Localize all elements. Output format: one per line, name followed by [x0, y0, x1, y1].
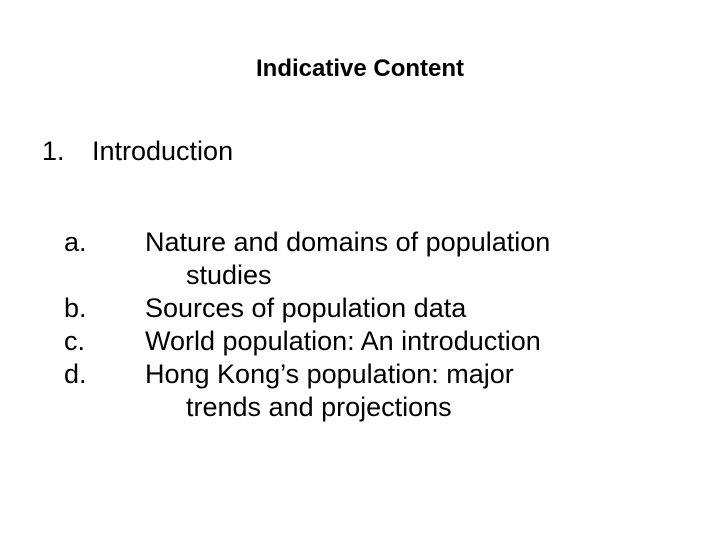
- list-marker: c.: [64, 326, 86, 356]
- section-number: 1.: [42, 136, 65, 166]
- list-item-text: Hong Kong’s population: major: [145, 359, 514, 389]
- list-marker: d.: [64, 359, 87, 389]
- list-marker: a.: [64, 227, 87, 257]
- list-item-continuation: studies: [186, 260, 272, 290]
- list-item-text: World population: An introduction: [145, 326, 541, 356]
- list-item: [64, 292, 550, 325]
- list-item-text: Nature and domains of population: [145, 227, 551, 257]
- list-item: [64, 358, 550, 424]
- sub-list: [64, 226, 550, 424]
- section-heading: [42, 134, 233, 168]
- section-label: Introduction: [92, 136, 234, 166]
- list-item-continuation: trends and projections: [186, 392, 452, 422]
- list-item-text: Sources of population data: [145, 293, 467, 323]
- list-item: [64, 325, 550, 358]
- list-item: [64, 226, 550, 292]
- slide-title: Indicative Content: [255, 55, 465, 82]
- list-marker: b.: [64, 293, 87, 323]
